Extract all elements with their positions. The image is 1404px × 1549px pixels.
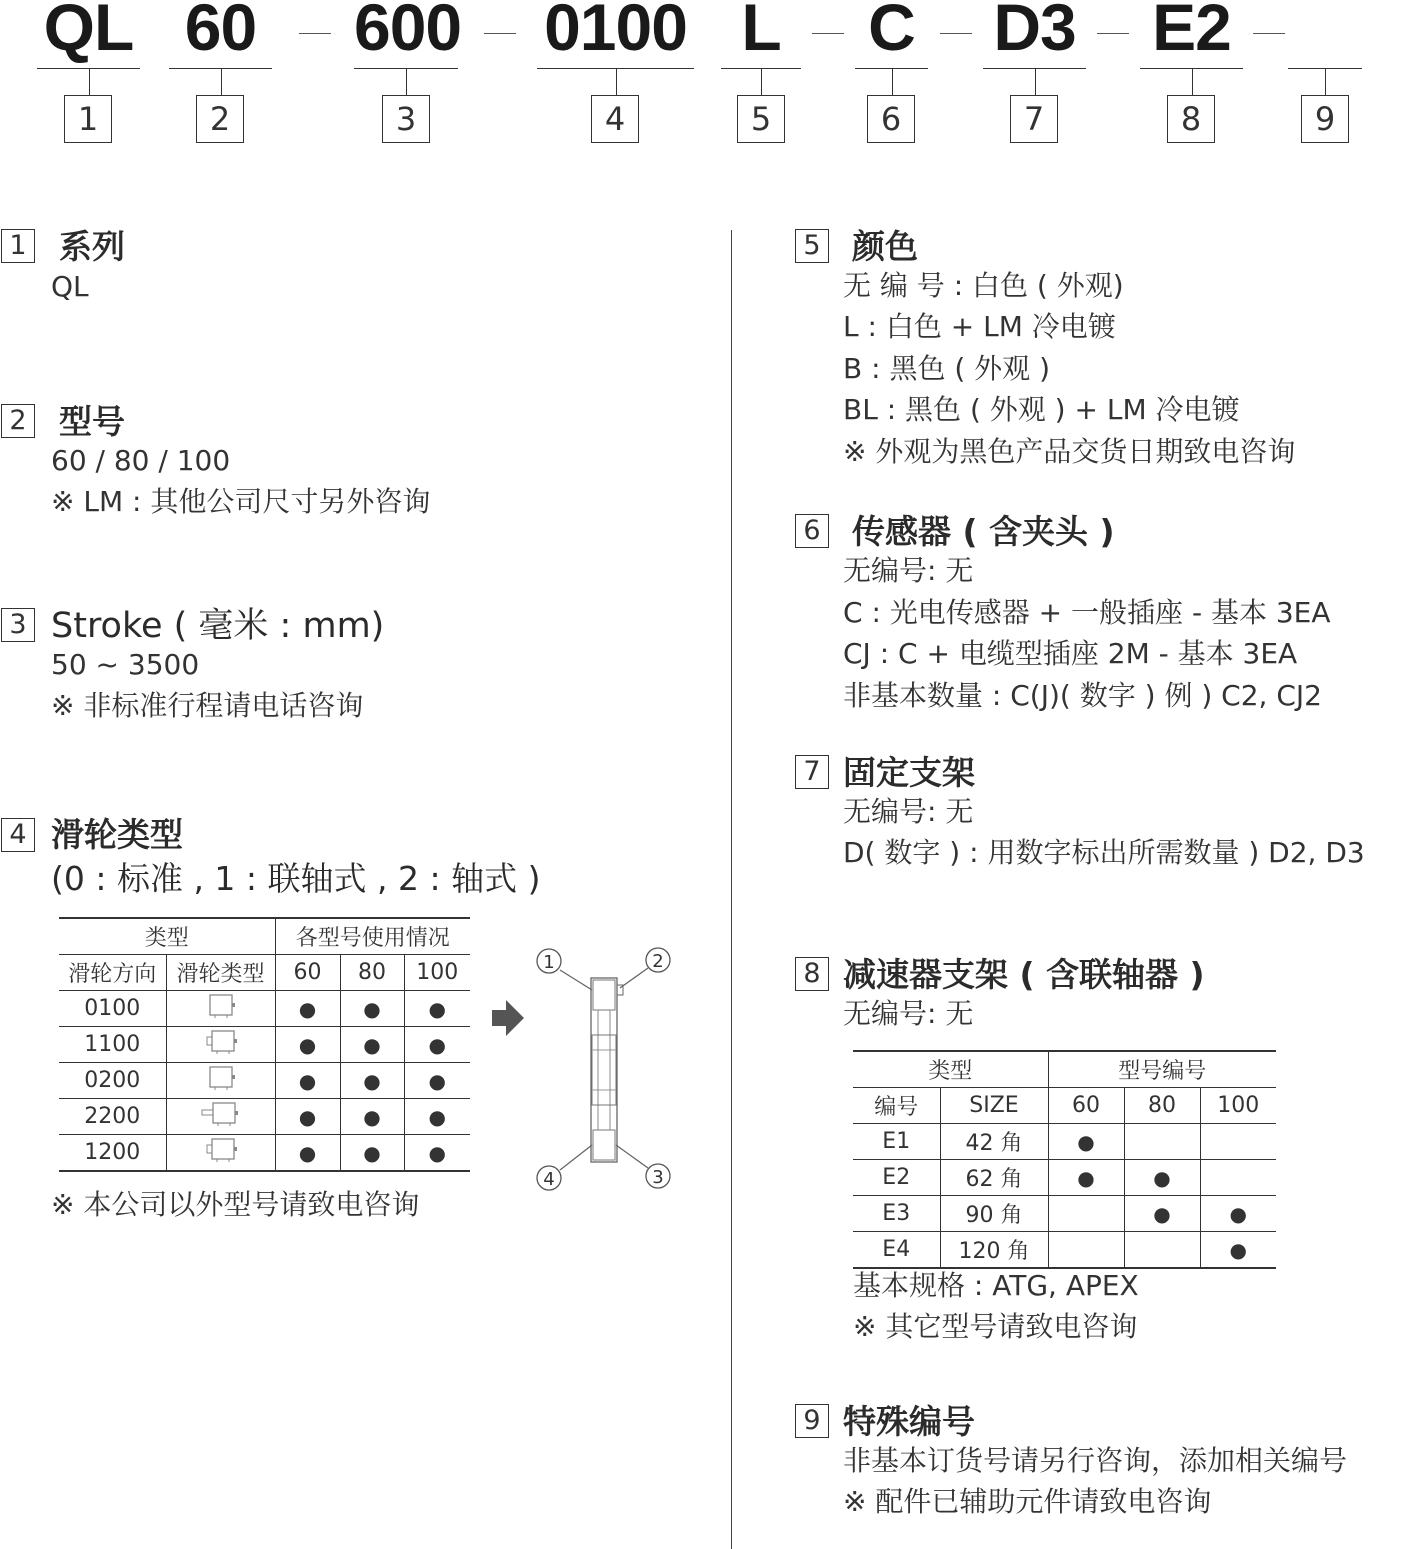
- table-header-model-number: 型号编号: [1118, 1059, 1207, 1084]
- code-number-box: 3: [382, 95, 430, 143]
- bracket-code: E4: [853, 1232, 940, 1269]
- section-number: 2: [1, 404, 35, 438]
- section-line: ※ 非标准行程请电话咨询: [51, 689, 364, 722]
- pulley-direction-diagram: [530, 940, 680, 1200]
- section-subtitle: (0 : 标准 , 1 : 联轴式 , 2 : 轴式 ): [51, 859, 541, 898]
- code-number-box: 6: [867, 95, 915, 143]
- usage-mark: ●: [1048, 1160, 1124, 1196]
- table-header-size: SIZE: [940, 1088, 1048, 1124]
- section-line: ※ 配件已辅助元件请致电咨询: [843, 1485, 1212, 1518]
- table-header-model: 60: [275, 955, 340, 991]
- section-note: 基本规格 : ATG, APEX: [853, 1269, 1139, 1302]
- bracket-size: 90 角: [940, 1196, 1048, 1232]
- code-segment: [983, 0, 1086, 150]
- code-text: 600: [354, 0, 462, 64]
- table-row: [59, 1099, 470, 1135]
- code-number-box: 2: [196, 95, 244, 143]
- code-text: D3: [993, 0, 1076, 64]
- section-number: 6: [795, 514, 829, 548]
- usage-mark: [1048, 1232, 1124, 1269]
- pulley-code: 0200: [59, 1063, 166, 1099]
- code-text: E2: [1152, 0, 1231, 64]
- usage-mark: ●: [340, 991, 404, 1027]
- section-number: 4: [1, 818, 35, 852]
- code-segment: [855, 0, 928, 150]
- code-segment: [1288, 0, 1362, 150]
- usage-mark: [1124, 1124, 1200, 1160]
- table-row: [853, 1124, 1276, 1160]
- table-header-number: 编号: [853, 1088, 940, 1124]
- usage-mark: ●: [275, 1027, 340, 1063]
- usage-mark: ●: [275, 991, 340, 1027]
- section-title: 型号: [59, 402, 125, 441]
- section-title: 减速器支架 ( 含联轴器 ): [843, 955, 1205, 994]
- usage-mark: ●: [1124, 1160, 1200, 1196]
- bracket-size: 42 角: [940, 1124, 1048, 1160]
- code-dash: [299, 33, 331, 34]
- code-text: 60: [184, 0, 257, 64]
- section-line: D( 数字 ) : 用数字标出所需数量 ) D2, D3: [843, 836, 1365, 869]
- callout-4: 4: [543, 1169, 555, 1190]
- usage-mark: [1124, 1232, 1200, 1269]
- code-number-box: 4: [591, 95, 639, 143]
- code-text: QL: [43, 0, 134, 64]
- table-row: [59, 1063, 470, 1099]
- section-line: L : 白色 + LM 冷电镀: [843, 310, 1116, 343]
- table-row: [59, 991, 470, 1027]
- usage-mark: ●: [1048, 1124, 1124, 1160]
- section-number: 8: [795, 957, 829, 991]
- table-header-usage: 各型号使用情况: [295, 926, 450, 951]
- code-dash: [940, 33, 972, 34]
- code-number-box: 1: [64, 95, 112, 143]
- pulley-icon: [166, 1063, 275, 1099]
- pulley-icon: [166, 1135, 275, 1172]
- code-text: C: [868, 0, 915, 64]
- table-row: [853, 1160, 1276, 1196]
- code-segment: [354, 0, 462, 150]
- section-title: 颜色: [852, 227, 918, 266]
- usage-mark: ●: [428, 1068, 446, 1093]
- section-title: 固定支架: [843, 753, 975, 792]
- pulley-code: 1100: [59, 1027, 166, 1063]
- code-text: 0100: [544, 0, 687, 64]
- usage-mark: ●: [275, 1099, 340, 1135]
- section-title: 滑轮类型: [51, 815, 183, 854]
- usage-mark: ●: [340, 1099, 404, 1135]
- bracket-size: 120 角: [940, 1232, 1048, 1269]
- code-segment: [1140, 0, 1243, 150]
- code-dash: [812, 33, 844, 34]
- section-line: ※ 外观为黑色产品交货日期致电咨询: [843, 435, 1296, 468]
- code-number-box: 9: [1301, 95, 1349, 143]
- usage-mark: ●: [428, 1140, 446, 1165]
- table-row: [853, 1196, 1276, 1232]
- code-segment: [169, 0, 272, 150]
- table-row: [59, 1027, 470, 1063]
- pulley-type-table: [59, 917, 470, 1172]
- usage-mark: ●: [428, 1032, 446, 1057]
- section-line: 无编号: 无: [843, 554, 974, 587]
- section-note: ※ 本公司以外型号请致电咨询: [51, 1188, 420, 1221]
- table-row: [853, 1232, 1276, 1269]
- section-title: 特殊编号: [843, 1402, 975, 1441]
- usage-mark: [1048, 1196, 1124, 1232]
- code-number-box: 7: [1010, 95, 1058, 143]
- bracket-code: E3: [853, 1196, 940, 1232]
- section-line: 50 ~ 3500: [51, 648, 200, 681]
- pulley-icon: [166, 1027, 275, 1063]
- section-number: 7: [795, 755, 829, 789]
- section-number: 1: [1, 229, 35, 263]
- table-header-type: 类型: [853, 1051, 1048, 1088]
- usage-mark: ●: [428, 1104, 446, 1129]
- usage-mark: ●: [428, 996, 446, 1021]
- pulley-icon: [166, 991, 275, 1027]
- section-number: 9: [795, 1404, 829, 1438]
- usage-mark: ●: [1229, 1201, 1247, 1226]
- section-line: 60 / 80 / 100: [51, 444, 231, 477]
- section-line: C : 光电传感器 + 一般插座 - 基本 3EA: [843, 596, 1331, 629]
- code-text: L: [741, 0, 781, 64]
- callout-2: 2: [652, 951, 664, 972]
- section-number: 5: [795, 229, 829, 263]
- table-header-model: 80: [340, 955, 404, 991]
- table-header-direction: 滑轮方向: [59, 955, 166, 991]
- bracket-code: E1: [853, 1124, 940, 1160]
- usage-mark: ●: [340, 1027, 404, 1063]
- table-row: [59, 1135, 470, 1172]
- code-segment: [37, 0, 140, 150]
- section-line: 无编号: 无: [843, 795, 974, 828]
- reducer-bracket-table: [853, 1050, 1276, 1269]
- usage-mark: ●: [340, 1135, 404, 1172]
- usage-mark: [1200, 1124, 1276, 1160]
- code-segment: [537, 0, 694, 150]
- usage-mark: ●: [1124, 1196, 1200, 1232]
- table-header-type: 类型: [59, 918, 275, 955]
- pulley-code: 0100: [59, 991, 166, 1027]
- section-line: 非基本数量 : C(J)( 数字 ) 例 ) C2, CJ2: [843, 679, 1322, 712]
- section-line: 非基本订货号请另行咨询，添加相关编号: [843, 1444, 1348, 1477]
- section-line: CJ : C + 电缆型插座 2M - 基本 3EA: [843, 637, 1298, 670]
- pulley-icon: [166, 1099, 275, 1135]
- usage-mark: ●: [275, 1135, 340, 1172]
- pulley-code: 2200: [59, 1099, 166, 1135]
- callout-1: 1: [543, 952, 555, 973]
- usage-mark: ●: [275, 1063, 340, 1099]
- table-header-model: 100: [416, 960, 459, 985]
- table-header-model: 60: [1048, 1088, 1124, 1124]
- bracket-code: E2: [853, 1160, 940, 1196]
- section-title: Stroke ( 毫米 : mm): [51, 606, 385, 646]
- arrow-right-icon: [490, 998, 526, 1038]
- section-line: QL: [51, 270, 89, 303]
- callout-3: 3: [652, 1167, 664, 1188]
- usage-mark: ●: [340, 1063, 404, 1099]
- code-dash: [1097, 33, 1129, 34]
- code-dash: [1253, 33, 1285, 34]
- usage-mark: [1200, 1160, 1276, 1196]
- section-line: 无 编 号 : 白色 ( 外观): [843, 269, 1124, 302]
- usage-mark: ●: [1229, 1237, 1247, 1262]
- section-line: ※ LM : 其他公司尺寸另外咨询: [51, 485, 431, 518]
- section-number: 3: [1, 608, 35, 642]
- section-title: 系列: [59, 227, 125, 266]
- table-header-model: 100: [1217, 1093, 1260, 1118]
- table-header-model: 80: [1124, 1088, 1200, 1124]
- code-dash: [484, 33, 516, 34]
- section-line: BL : 黑色 ( 外观 ) + LM 冷电镀: [843, 393, 1240, 426]
- section-line: 无编号: 无: [843, 997, 974, 1030]
- bracket-size: 62 角: [940, 1160, 1048, 1196]
- table-header-kind: 滑轮类型: [166, 955, 275, 991]
- section-line: B : 黑色 ( 外观 ): [843, 352, 1050, 385]
- pulley-code: 1200: [59, 1135, 166, 1172]
- section-title: 传感器 ( 含夹头 ): [852, 512, 1115, 551]
- section-note: ※ 其它型号请致电咨询: [853, 1310, 1138, 1343]
- column-divider: [731, 230, 732, 1549]
- code-number-box: 5: [737, 95, 785, 143]
- code-segment: [721, 0, 801, 150]
- code-number-box: 8: [1167, 95, 1215, 143]
